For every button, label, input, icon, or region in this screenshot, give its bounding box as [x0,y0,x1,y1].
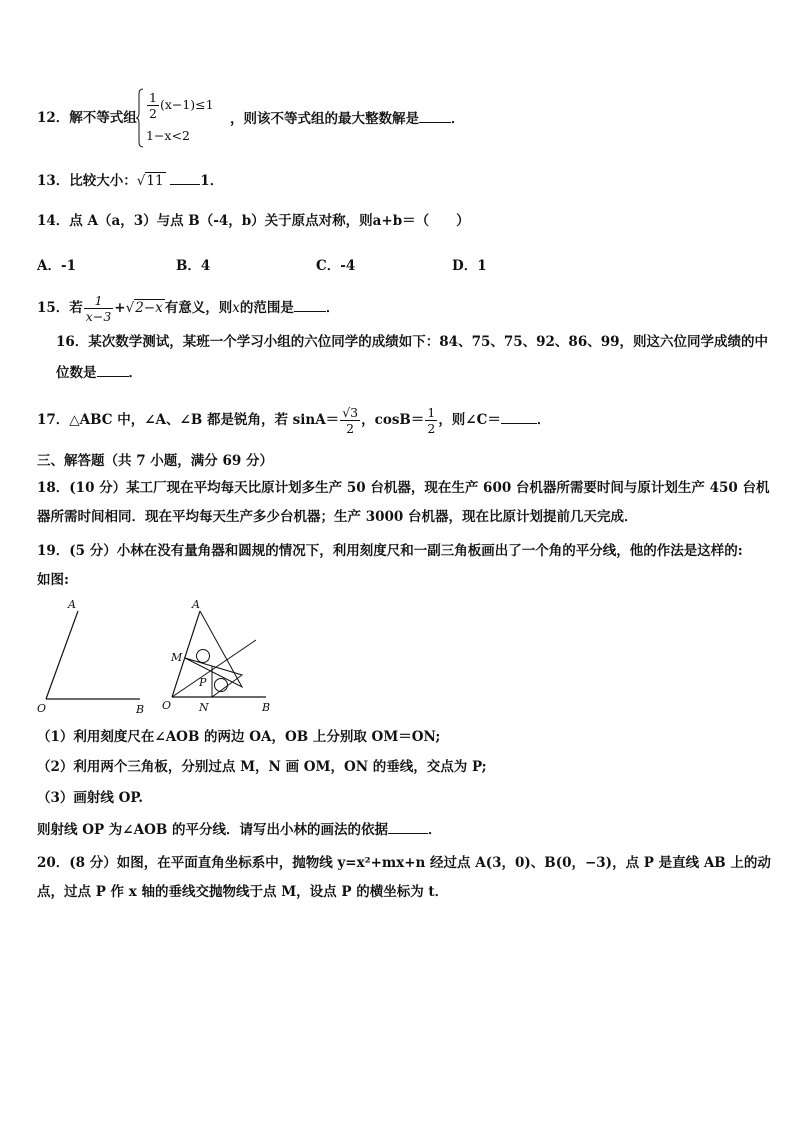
label-m: M [171,651,183,664]
answer-blank [294,297,326,312]
q16-line1: 16．某次数学测试，某班一个学习小组的六位同学的成绩如下：84、75、75、92、86、99，则这六位同学成绩的中 [56,334,769,350]
triangle-ruler-1 [185,611,242,687]
q14-option-d: D．1 [452,258,487,274]
q19-line1: 19．(5 分）小林在没有量角器和圆规的情况下，利用刻度尺和一副三角板画出了一个角的平分线，他的作法是这样的: [37,543,743,559]
brace-icon [136,88,144,148]
fraction: $\frac{1}{2}$ [149,90,157,121]
q20-line1: 20．(8 分）如图，在平面直角坐标系中，抛物线 y=x²+mx+n 经过点 A(3，0)、B(0，−3)，点 P 是直线 AB 上的动 [37,855,771,871]
circle-mark-2 [215,679,228,692]
answer-blank [388,819,428,834]
q14-option-c: C．-4 [316,258,356,274]
label-p: P [199,676,207,689]
q15: 15．若 $\frac{1}{x-3}$ +√2−x 有意义，则x的范围是 ． [37,293,340,324]
q14-text: 14．点 A（a，3）与点 B（-4，b）关于原点对称，则a+b＝（ ） [37,213,470,229]
fraction: $\frac{1}{x-3}$ [85,293,112,324]
q14-option-b: B．4 [176,258,211,274]
q12-row2: 1−x<2 [146,128,190,143]
section-title: 三、解答题（共 7 小题，满分 69 分） [37,453,273,469]
q19-figure [30,596,290,718]
q18-line2: 器所需时间相同．现在平均每天生产多少台机器；生产 3000 台机器，现在比原计划提前几天完成． [37,509,638,525]
q12-row1: $\frac{1}{2}$ (x−1)≤1 [149,90,214,121]
fraction: $\frac{√3}{2}$ [342,405,359,436]
answer-blank [97,362,129,377]
fraction: $\frac{1}{2}$ [427,405,436,436]
answer-blank [501,409,537,424]
q20-line2: 点，过点 P 作 x 轴的垂线交抛物线于点 M，设点 P 的横坐标为 t． [37,884,449,900]
q12-inequality-system [136,88,226,150]
q19-step2: （2）利用两个三角板，分别过点 M，N 画 OM，ON 的垂线，交点为 P; [37,759,487,775]
label-b-left: B [136,703,145,716]
answer-blank [419,108,451,123]
triangle-ruler-2 [185,658,242,697]
q12-tail: ，则该不等式组的最大整数解是 ． [230,108,465,129]
circle-mark-1 [197,650,210,663]
ray-op [172,640,256,697]
q19-step3: （3）画射线 OP. [37,790,143,806]
sqrt-symbol: √ [136,173,146,189]
label-o-right: O [162,699,172,712]
q14-option-a: A．-1 [37,258,76,274]
q17: 17．△ABC 中，∠A、∠B 都是锐角，若 sinA＝ $\frac{√3}{2}$ ，cosB＝ $\frac{1}{2}$ ，则∠C＝ ． [37,405,551,436]
q19-conclusion: 则射线 OP 为∠AOB 的平分线．请写出小林的画法的依据 ． [37,819,441,840]
label-a-left: A [68,598,76,611]
q13: 13．比较大小：√11 1． [37,170,223,191]
label-a-right: A [192,598,200,611]
ray-oa-left [46,611,78,699]
label-o-left: O [37,702,47,715]
q12-lead [37,108,137,128]
q19-step1: （1）利用刻度尺在∠AOB 的两边 OA，OB 上分别取 OM＝ON; [37,729,441,745]
q12-label: 12．解不等式组 [37,110,137,126]
q16-line2: 位数是 ． [56,362,142,383]
q19-line2: 如图: [37,572,69,588]
label-b-right: B [262,701,271,714]
label-n: N [199,701,209,714]
q18-line1: 18．(10 分）某工厂现在平均每天比原计划多生产 50 台机器，现在生产 600 台机器所需要时间与原计划生产 450 台机 [37,480,770,496]
answer-blank [170,170,200,185]
